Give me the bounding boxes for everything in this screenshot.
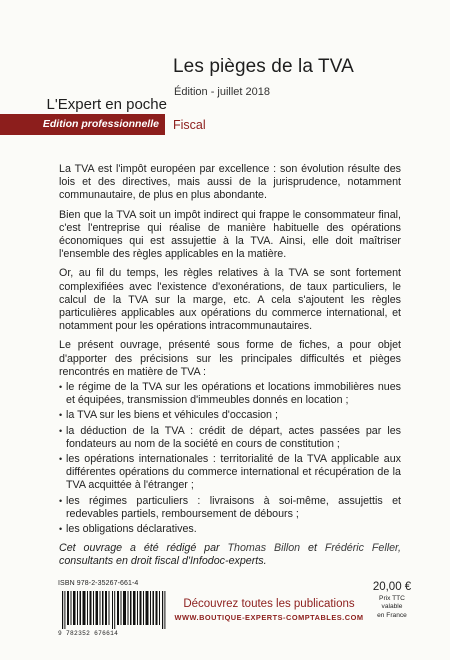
price-note-line: en France	[377, 611, 407, 619]
list-item: • les régimes particuliers : livraisons à soi-même, assujettis et redevables partiels, remboursement de débours ;	[59, 495, 401, 521]
credits-prefix: Cet ouvrage a été rédigé par	[59, 542, 220, 555]
series-name: L'Expert en poche	[46, 96, 167, 113]
paragraph: Or, au fil du temps, les règles relatives à la TVA se sont fortement complexifiées avec l'existence d'exonérations, de taux particuliers, le calcul de la TVA sur la marge, etc. A cela s'ajoutent les règles particulières applicables aux opérations du commerce international, et notamment pour les opérations intracommunautaires.	[59, 267, 401, 333]
paragraph: La TVA est l'impôt européen par excellence : son évolution résulte des lois et des directives, mais aussi de la jurisprudence, notamment communautaire, de plus en plus abondante.	[59, 163, 401, 202]
series-subtitle: Edition professionnelle	[42, 118, 159, 130]
author-name: Frédéric Feller,	[324, 542, 401, 555]
promo-url[interactable]: WWW.BOUTIQUE-EXPERTS-COMPTABLES.COM	[174, 613, 364, 622]
category-label: Fiscal	[173, 118, 206, 132]
list-item: • les obligations déclaratives.	[59, 523, 401, 536]
list-item: • le régime de la TVA sur les opérations et locations immobilières nues et équipées, transmission d'immeubles donnés en location ;	[59, 381, 401, 407]
price-note-line: valable	[381, 603, 403, 611]
author-credits	[59, 542, 401, 568]
barcode-block	[58, 580, 178, 637]
credits-and: et	[308, 542, 317, 555]
price: 20,00 €	[372, 581, 412, 593]
paragraph: Bien que la TVA soit un impôt indirect qui frappe le consommateur final, c'est l'entreprise qui réalise de manière habituelle des opérations économiques qui est assujettie à la TVA. Ainsi, elle doit maîtriser l'ensemble des règles applicables en la matière.	[59, 208, 401, 261]
edition-date: Édition - juillet 2018	[174, 86, 271, 98]
author-name: Thomas Billon	[227, 542, 301, 555]
price-note	[364, 595, 420, 620]
book-title: Les pièges de la TVA	[173, 56, 354, 77]
barcode-digits: 9 782352 676614	[58, 630, 119, 637]
price-note-line: Prix TTC	[379, 595, 405, 602]
isbn-number: ISBN 978-2-35267-661-4	[58, 580, 139, 587]
promo-text: Découvrez toutes les publications	[183, 598, 355, 610]
series-banner	[0, 114, 165, 135]
promo-block	[174, 598, 364, 622]
barcode-icon	[58, 591, 170, 629]
paragraph: Le présent ouvrage, présenté sous forme de fiches, a pour objet d'apporter des précisions sur les principales difficultés et pièges rencontrés en matière de TVA :	[59, 339, 401, 378]
list-item: • la déduction de la TVA : crédit de départ, actes passées par les fondateurs au nom de la société en cours de constitution ;	[59, 425, 401, 451]
topics-list	[59, 381, 401, 536]
credits-suffix: consultants en droit fiscal d'Infodoc-experts.	[59, 555, 267, 568]
list-item: • la TVA sur les biens et véhicules d'occasion ;	[59, 409, 401, 422]
price-block	[364, 581, 420, 620]
list-item: • les opérations internationales : territorialité de la TVA applicable aux différentes opérations du commerce international et récupération de la TVA acquittée à l'étranger ;	[59, 453, 401, 493]
description-text	[59, 163, 401, 575]
